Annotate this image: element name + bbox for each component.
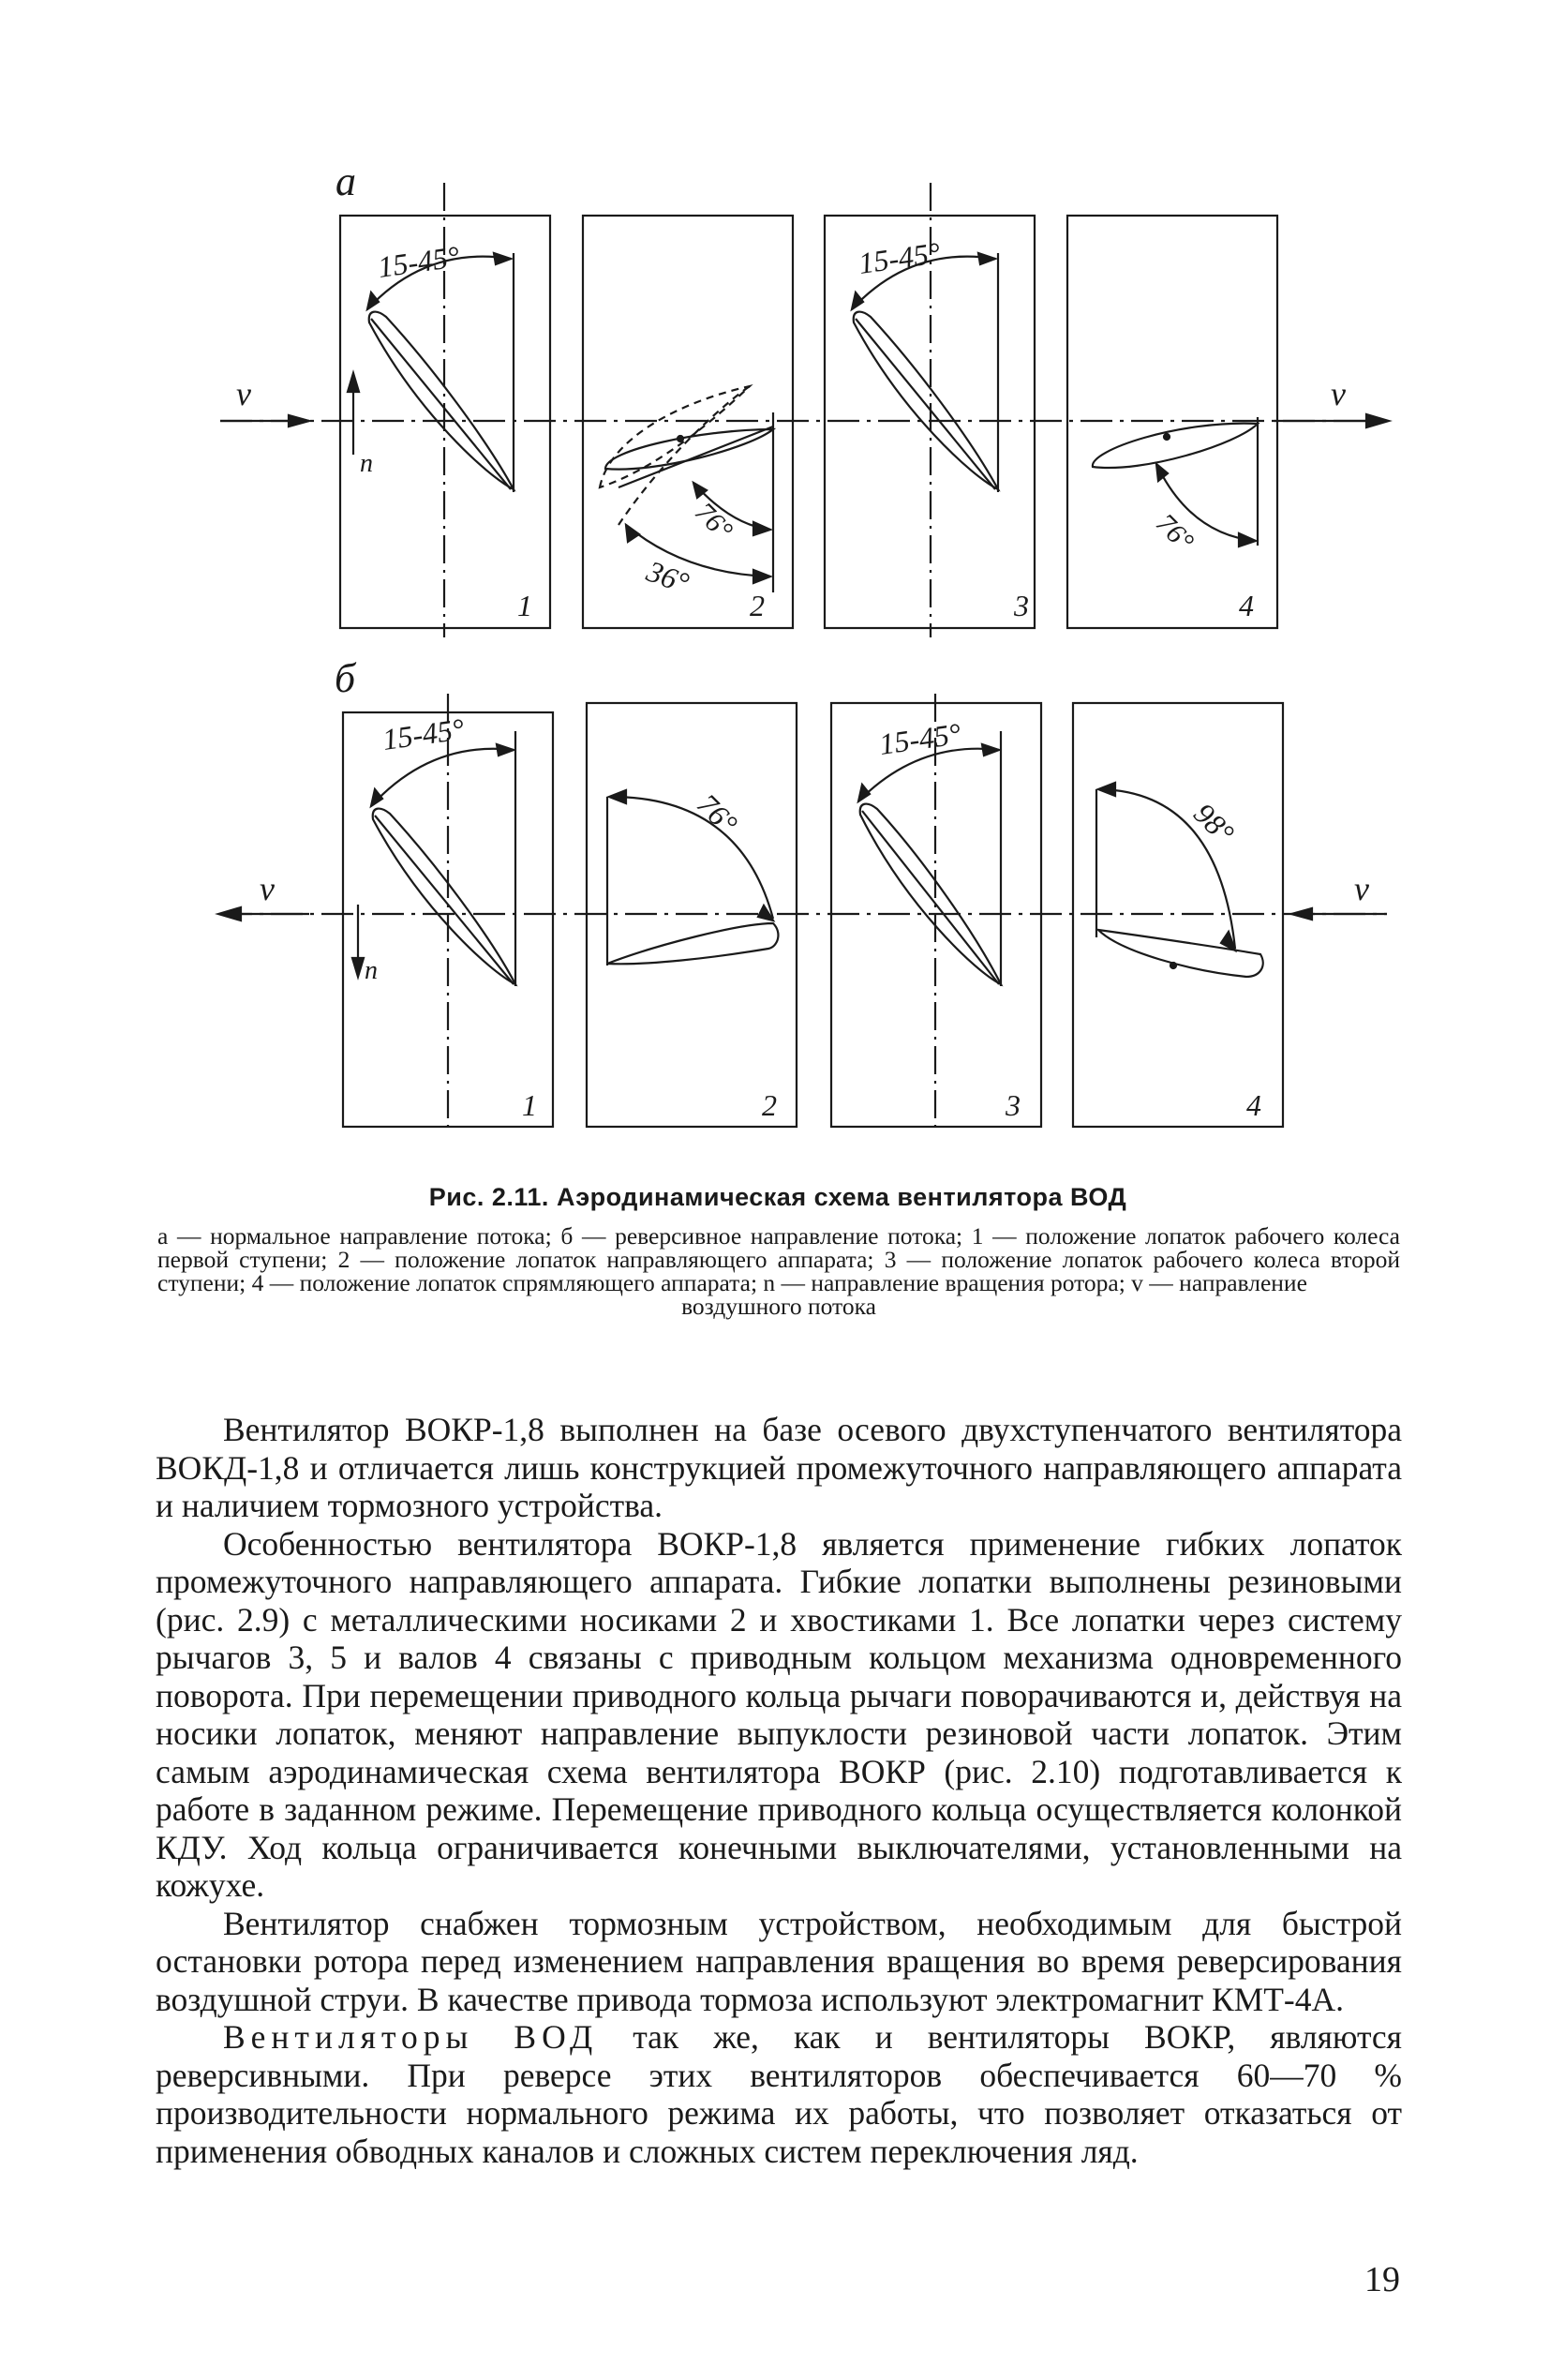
row-b-label: б	[335, 655, 356, 701]
panel-a4-angle: 76°	[1150, 507, 1200, 558]
panel-a3-number: 3	[1014, 589, 1029, 622]
panel-b1-angle: 15-45°	[380, 711, 467, 756]
paragraph-4-rest: так же, как и вентиляторы ВОКР, являются реверсивными. При реверсе этих вентиляторов обеспечивается 60—70 % производительности нормального режима их работы, что позволяет отказаться от применения обводных каналов и сложных систем переключения ляд.	[156, 2018, 1402, 2170]
flow-label-left-a: v	[236, 375, 251, 412]
panel-b2-angle: 76°	[691, 786, 745, 841]
paragraph-2: Особенностью вентилятора ВОКР-1,8 является применение гибких лопаток промежуточного направляющего аппарата. Гибкие лопатки выполнены резиновыми (рис. 2.9) с металлическими носиками 2 и хвостиками 1. Все лопатки через систему рычагов 3, 5 и валов 4 связаны с приводным кольцом механизма одновременного поворота. При перемещении приводного кольца рычаги поворачиваются и, действуя на носики лопаток, меняют направление выпуклости резиновой части лопаток. Этим самым аэродинамическая схема вентилятора ВОКР (рис. 2.10) подготавливается к работе в заданном режиме. Перемещение приводного кольца осуществляется колонкой КДУ. Ход кольца ограничивается конечными выключателями, установленными на кожухе.	[156, 1524, 1402, 1904]
paragraph-1: Вентилятор ВОКР-1,8 выполнен на базе осевого двухступенчатого вентилятора ВОКД-1,8 и отличается лишь конструкцией промежуточного направляющего аппарата и наличием тормозного устройства.	[156, 1411, 1402, 1524]
panel-a2-number: 2	[750, 589, 765, 622]
page-number: 19	[1364, 2260, 1400, 2299]
panel-b3-angle: 15-45°	[876, 716, 963, 761]
rotation-label-a: n	[360, 449, 373, 478]
panel-a4-number: 4	[1239, 589, 1254, 622]
caption-legend-end: воздушного потока	[681, 1293, 876, 1320]
paragraph-3: Вентилятор снабжен тормозным устройством, необходимым для быстрой остановки ротора перед изменением направления вращения во время реверсирования воздушной струи. В качестве привода тормоза используют электромагнит КМТ-4А.	[156, 1904, 1402, 2018]
figure	[0, 0, 1550, 1162]
figure-caption-body	[157, 1224, 1400, 1318]
panel-b3-number: 3	[1006, 1088, 1021, 1122]
panel-b2-number: 2	[762, 1088, 777, 1122]
flow-label-left-b: v	[260, 870, 275, 907]
caption-legend: а — нормальное направление потока; б — реверсивное направление потока; 1 — положение лопаток рабочего колеса первой ступени; 2 — положение лопаток направляющего аппарата; 3 — положение лопаток рабочего колеса второй ступени; 4 — положение лопаток спрямляющего аппарата; n — направление вращения ротора; v — направление	[157, 1222, 1400, 1296]
panel-a2-angle-2: 36°	[642, 553, 694, 600]
paragraph-4-spaced: Вентиляторы ВОД	[223, 2018, 599, 2056]
paragraph-4	[156, 2018, 1402, 2170]
flow-label-right-b: v	[1354, 870, 1369, 907]
row-a-label: а	[335, 158, 356, 204]
panel-b1-number: 1	[522, 1088, 537, 1122]
figure-caption-title: Рис. 2.11. Аэродинамическая схема вентилятора ВОД	[428, 1183, 1127, 1211]
panel-a2-angle-1: 76°	[689, 496, 739, 546]
panel-b4-number: 4	[1246, 1088, 1261, 1122]
panel-a1-number: 1	[517, 589, 532, 622]
panel-a1-angle: 15-45°	[375, 239, 462, 284]
body-text	[156, 1411, 1402, 2170]
panel-a3-angle: 15-45°	[856, 235, 943, 280]
panel-b4-angle: 98°	[1187, 796, 1242, 850]
flow-label-right-a: v	[1331, 375, 1346, 412]
rotation-label-b: n	[365, 956, 378, 985]
